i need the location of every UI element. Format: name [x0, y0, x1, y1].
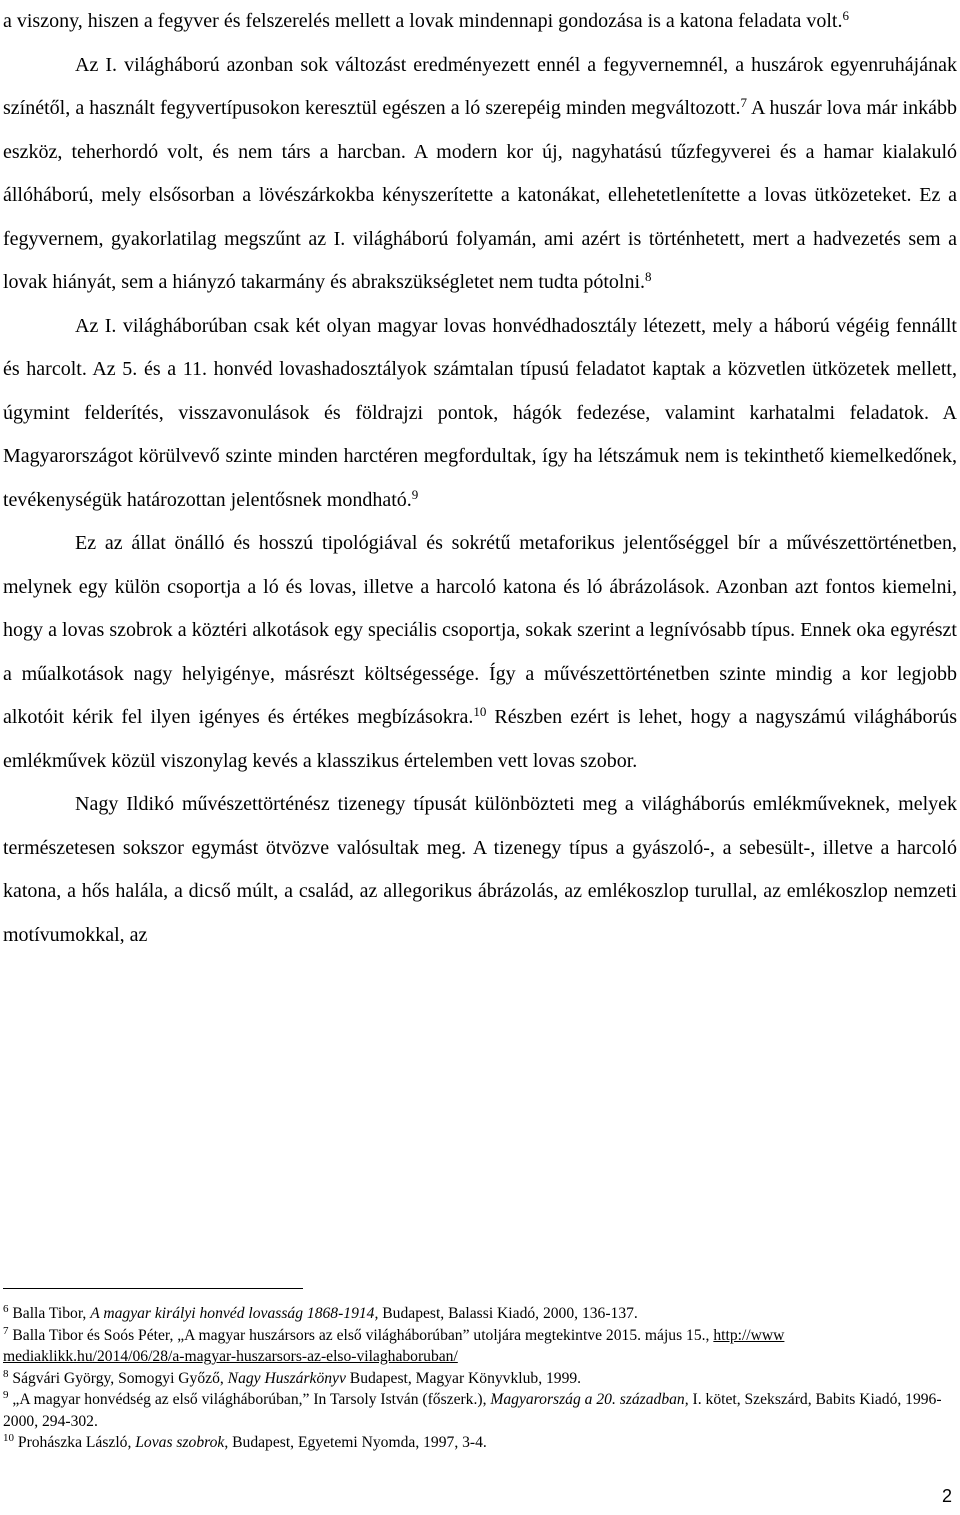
footnote-10: $^{10}$ Prohászka László, Lovas szobrok, Budapest, Egyetemi Nyomda, 1997, 3-4. — [3, 1432, 487, 1451]
footnotes — [3, 1303, 957, 1454]
paragraph-5: Nagy Ildikó művészettörténész tizenegy típusát különbözteti meg a világháborús emlékműveknek, melyek természetesen sokszor egymást ötvözve valósultak meg. A tizenegy típus a gyászoló-, a sebesült-, illetve a harcoló katona, a hős halála, a dicső múlt, a család, az allegorikus ábrázolás, az emlékoszlop turullal, az emlékoszlop nemzeti motívumokkal, az — [3, 793, 957, 946]
paragraph-4: Ez az állat önálló és hosszú tipológiával és sokrétű metaforikus jelentőséggel bír a művészettörténetben, melynek egy külön csoportja a ló és lovas, illetve a harcoló katona és ló ábrázolások. Azonban azt fontos kiemelni, hogy a lovas szobrok a köztéri alkotások egy speciális csoportja, sokak szerint a legnívósabb típus. Ennek oka egyrészt a műalkotások nagy helyigénye, másrészt költségessége. Így a művészettörténetben szinte mindig a kor legjobb alkotóit kérik fel ilyen igényes és értékes megbízásokra.$^{10}$ Részben ezért is lehet, hogy a nagyszámú világháborús emlékművek közül viszonylag kevés a klasszikus értelemben vett lovas szobor. — [3, 532, 958, 772]
footnote-ref-8[interactable]: 8 — [645, 269, 652, 284]
footnote-6: $^6$ Balla Tibor, A magyar királyi honvéd lovasság 1868-1914, Budapest, Balassi Kiadó, 2000, 136-137. — [3, 1303, 638, 1322]
paragraph-3: Az I. világháborúban csak két olyan magyar lovas honvédhadosztály létezett, mely a háború végéig fennállt és harcolt. Az 5. és a 11. honvéd lovashadosztályok számtalan típusú feladatot kaptak a közvetlen ütközetek mellett, úgymint felderítés, visszavonulások és földrajzi pontok, hágók fedezése, valamint karhatalmi feladatok. A Magyarországot körülvevő szinte minden harctéren megfordultak, így ha létszámuk nem is tekinthető kiemelkedőnek, tevékenységük határozottan jelentősnek mondható.$^9$ — [3, 314, 957, 511]
footnote-ref-10[interactable]: 10 — [473, 704, 487, 719]
footnote-ref-6[interactable]: 6 — [842, 8, 849, 23]
footnote-8: $^8$ Ságvári György, Somogyi Győző, Nagy Huszárkönyv Budapest, Magyar Könyvklub, 1999. — [3, 1367, 582, 1387]
page-number: 2 — [941, 1486, 952, 1506]
footnote-link[interactable]: http://www mediaklikk.hu/2014/06/28/a-magyar-huszarsors-az-elso-vilaghaboruban/ — [3, 1326, 785, 1365]
body-text — [3, 0, 957, 957]
footnote-separator — [3, 1288, 303, 1289]
footnote-ref-7[interactable]: 7 — [740, 95, 748, 110]
paragraph-2: Az I. világháború azonban sok változást eredményezett ennél a fegyvernemnél, a huszárok egyenruhájának színétől, a használt fegyvertípusokon keresztül egészen a ló szerepéig minden megváltozott.$^7$ A huszár lova már inkább eszköz, teherhordó volt, és nem társ a harcban. A modern kor új, nagyhatású tűzfegyverei és a hamar kialakuló állóháború, mely elsősorban a lövészárkokba kényszerítette a katonákat, ellehetetlenítette a lovas ütközeteket. Ez a fegyvernem, gyakorlatilag megszűnt az I. világháború folyamán, ami azért is történhetett, mert a hadvezetés sem a lovak hiányát, sem a hiányzó takarmány és abrakszükségletet nem tudta pótolni.$^8$ — [3, 53, 957, 293]
footnote-7: $^7$ Balla Tibor és Soós Péter, „A magyar huszársors az első világháborúban” utoljára megtekintve 2015. május 15., http://www mediaklikk.hu/2014/06/28/a-magyar-huszarsors-az-elso-vilaghaboruban/ — [3, 1324, 785, 1365]
paragraph-1: a viszony, hiszen a fegyver és felszerelés mellett a lovak mindennapi gondozása is a katona feladata volt.$^6$ — [3, 8, 849, 32]
footnote-ref-9[interactable]: 9 — [411, 486, 419, 502]
footnote-9: $^9$ „A magyar honvédség az első világháborúban,” In Tarsoly István (főszerk.), Magyarország a 20. században, I. kötet, Szekszárd, Babits Kiadó, 1996-2000, 294-302. — [3, 1389, 942, 1430]
